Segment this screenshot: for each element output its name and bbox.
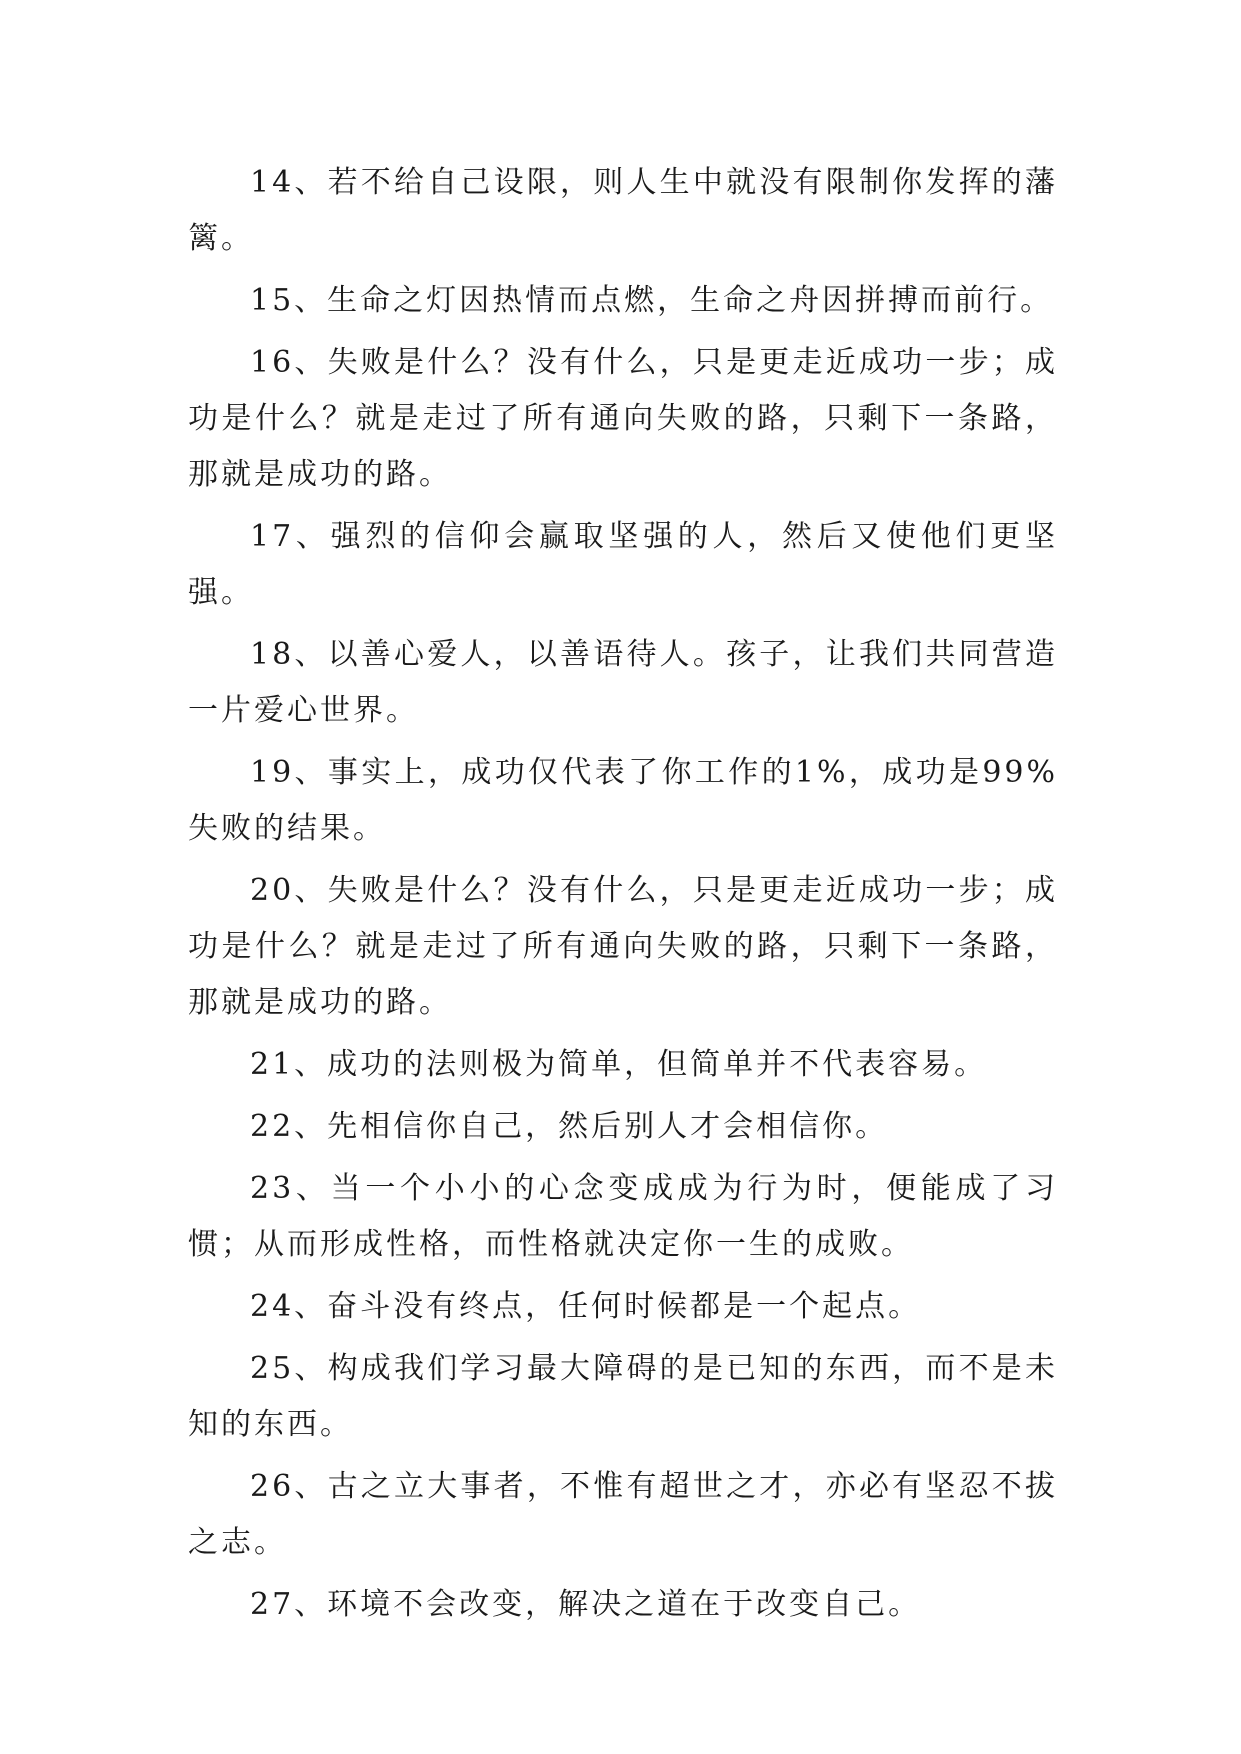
- paragraph-26: 26、古之立大事者，不惟有超世之才，亦必有坚忍不拔之志。: [188, 1469, 1058, 1560]
- paragraph-20: 20、失败是什么？没有什么，只是更走近成功一步；成功是什么？就是走过了所有通向失败的路，只剩下一条路，那就是成功的路。: [188, 873, 1058, 1020]
- paragraph-19: 19、事实上，成功仅代表了你工作的1%，成功是99%失败的结果。: [188, 755, 1058, 846]
- paragraph-14: 14、若不给自己设限，则人生中就没有限制你发挥的藩篱。: [188, 165, 1058, 256]
- paragraph-15: 15、生命之灯因热情而点燃，生命之舟因拼搏而前行。: [250, 283, 1054, 318]
- paragraph-25: 25、构成我们学习最大障碍的是已知的东西，而不是未知的东西。: [188, 1351, 1058, 1442]
- paragraph-16: 16、失败是什么？没有什么，只是更走近成功一步；成功是什么？就是走过了所有通向失败的路，只剩下一条路，那就是成功的路。: [188, 345, 1058, 492]
- paragraph-17: 17、强烈的信仰会赢取坚强的人，然后又使他们更坚强。: [188, 519, 1058, 610]
- paragraph-23: 23、当一个小小的心念变成成为行为时，便能成了习惯；从而形成性格，而性格就决定你一生的成败。: [188, 1171, 1058, 1262]
- paragraph-22: 22、先相信你自己，然后别人才会相信你。: [250, 1109, 889, 1144]
- paragraph-24: 24、奋斗没有终点，任何时候都是一个起点。: [250, 1289, 922, 1324]
- paragraph-27: 27、环境不会改变，解决之道在于改变自己。: [250, 1587, 922, 1622]
- paragraph-18: 18、以善心爱人，以善语待人。孩子，让我们共同营造一片爱心世界。: [188, 637, 1058, 728]
- paragraph-21: 21、成功的法则极为简单，但简单并不代表容易。: [250, 1047, 988, 1082]
- document-body: [188, 155, 1058, 1639]
